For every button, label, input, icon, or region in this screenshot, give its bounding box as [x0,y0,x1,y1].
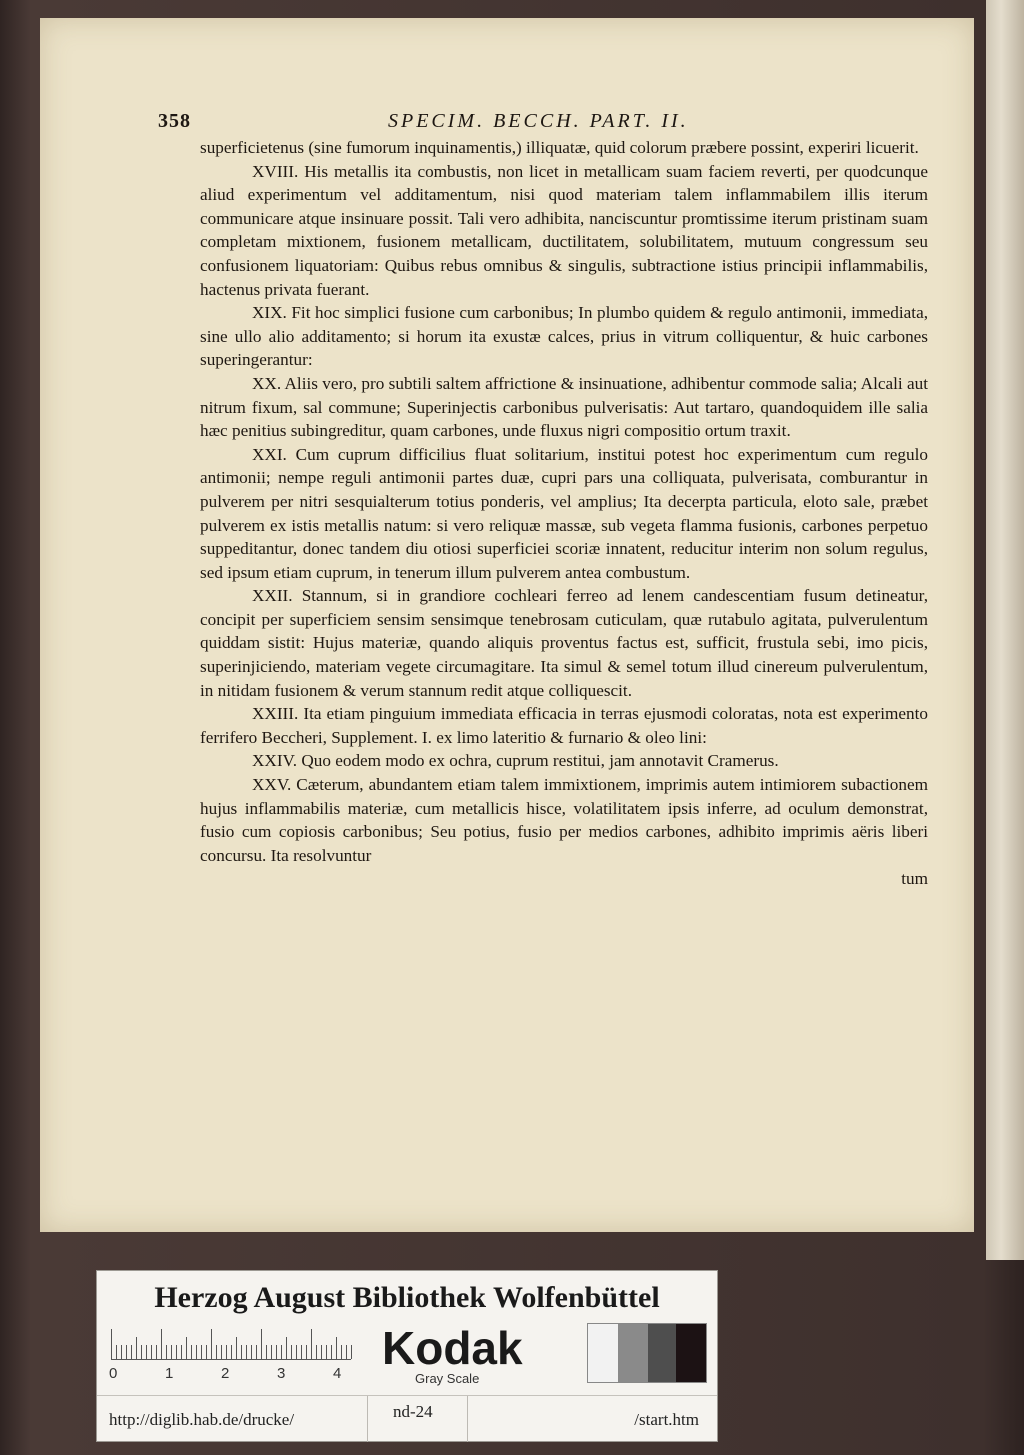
ruler-tick [321,1345,322,1359]
paragraph-xviii: XVIII. His metallis ita combustis, non licet in metallicam suam faciem reverti, per quodcunque aliud experimentum vel additamentum, nisi quod materiam talem inflammabilem illis iterum communicare atque insinuare possit. Tali vero adhibita, nanciscuntur promtissime iterum pristinam suam completam mixtionem, fusionem metallicam, ductilitatem, solubilitatem, mutuum congressum seu confusionem liquatoriam: Quibus rebus omnibus & singulis, subtractione istius principii inflammabilis, hactenus privata fuerant. [200,161,928,299]
library-name: Herzog August Bibliothek Wolfenbüttel [154,1281,660,1314]
ruler-tick [326,1345,327,1359]
ruler-tick [126,1345,127,1359]
ruler-tick [111,1329,112,1359]
ruler-tick [316,1345,317,1359]
shelfmark: nd-24 [393,1402,433,1421]
ruler-tick [311,1329,312,1359]
ruler-tick [331,1345,332,1359]
ruler-tick [246,1345,247,1359]
ruler-tick [136,1337,137,1359]
body-text [200,136,928,891]
source-url-suffix: /start.htm [634,1410,699,1429]
ruler-tick [266,1345,267,1359]
ruler-tick [341,1345,342,1359]
ruler-tick [196,1345,197,1359]
ruler-tick [251,1345,252,1359]
ruler-tick [131,1345,132,1359]
ruler-tick [186,1337,187,1359]
scale-number: 2 [221,1365,230,1382]
paragraph-xxv: XXV. Cæterum, abundantem etiam talem immixtionem, imprimis autem intimiorem subactionem hujus inflammabilis materiæ, cum metallicis hisce, volatilitatem ipsis inferre, ad oculum demonstrat, fusio cum copiosis carbonibus; Seu potius, fusio per medios carbones, adhibito imprimis aëris liberi concursu. Ita resolvuntur [200,775,928,865]
gray-scale-patches [587,1323,707,1383]
ruler-tick [211,1329,212,1359]
scale-number: 1 [165,1365,174,1382]
gray-scale-caption: Gray Scale [415,1371,480,1386]
gray-patch [676,1324,706,1382]
ruler-tick [336,1337,337,1359]
ruler-tick [301,1345,302,1359]
paragraph-xxiii: XXIII. Ita etiam pinguium immediata efficacia in terras ejusmodi coloratas, nota est experimento ferrifero Beccheri, Supplement. I. ex limo lateritio & furnario & oleo lini: [200,704,928,747]
gray-patch [648,1324,676,1382]
ruler-tick [231,1345,232,1359]
ruler-tick [201,1345,202,1359]
ruler-tick [306,1345,307,1359]
library-label-card [96,1270,718,1442]
ruler-tick [151,1345,152,1359]
ruler-tick [261,1329,262,1359]
ruler-tick [176,1345,177,1359]
ruler-tick [291,1345,292,1359]
ruler-tick [276,1345,277,1359]
kodak-logo: Kodak [382,1322,523,1374]
paragraph-xxii: XXII. Stannum, si in grandiore cochleari ferreo ad lenem candescentiam fusum detineatur, concipit per superficiem sensim sensimque tenebrosam cuticulam, quæ rutabulo agitata, pulverulentum quiddam sistit: Hujus materiæ, quando aliquis proventus factus est, sufficit, frustula sebi, imo picis, superinjiciendo, materiam vegete circumagitare. Ita simul & semel totum illud cinereum pulverulentum, in nitidam fusionem & verum stannum redit atque colliquescit. [200,586,928,700]
ruler-tick [121,1345,122,1359]
page-header [158,110,778,138]
divider [467,1396,468,1442]
ruler-tick [141,1345,142,1359]
ruler-tick [271,1345,272,1359]
ruler-tick [166,1345,167,1359]
ruler-tick [116,1345,117,1359]
adjacent-page-edge [986,0,1024,1260]
scale-number: 0 [109,1365,118,1382]
ruler-tick [296,1345,297,1359]
scale-numbers [109,1365,369,1385]
running-head: SPECIM. BECCH. PART. II. [388,110,689,132]
scale-number: 4 [333,1365,342,1382]
ruler-tick [171,1345,172,1359]
gray-patch [618,1324,648,1382]
paragraph-xx: XX. Aliis vero, pro subtili saltem affrictione & insinuatione, adhibentur commode salia; Alcali aut nitrum fixum, sal commune; Superinjectis carbonibus pulverisatis: Aut tartaro, quandoquidem ille salia hæc penitius subingreditur, quam carbones, unde fluxus nigri compositio ortum traxit. [200,373,928,441]
paragraph-xxi: XXI. Cum cuprum difficilius fluat solitarium, institui potest hoc experimentum cum regulo antimonii; nempe reguli antimonii partes duæ, cupri pars una colliquata, pulverisata, comburantur in pulverem per nitri sesquialterum totius ponderis, vel amplius; Ita decerpta particula, eloto sale, præbet pulverem ex istis metallis natum: si vero reliquæ massæ, sub vegeta flamma fusionis, carbones perpetuo suppeditantur, donec tandem diu otiosi superficiei scoriæ innatent, reducitur interim non solum regulus, sed ipsum etiam cuprum, in tenerum illum pulverem antea combustum. [200,444,928,582]
ruler-tick [156,1345,157,1359]
ruler-tick [146,1345,147,1359]
source-url: http://diglib.hab.de/drucke/ [109,1410,295,1429]
ruler-tick [181,1345,182,1359]
ruler-tick [216,1345,217,1359]
ruler-tick [221,1345,222,1359]
divider [367,1396,368,1442]
catchword: tum [901,869,928,889]
page-number: 358 [158,110,191,132]
ruler-tick [236,1337,237,1359]
ruler-tick [161,1329,162,1359]
ruler-tick [351,1345,352,1359]
gray-patch [588,1324,618,1382]
ruler-tick [191,1345,192,1359]
paragraph-xxiv: XXIV. Quo eodem modo ex ochra, cuprum restitui, jam annotavit Cramerus. [252,751,779,771]
ruler-tick [281,1345,282,1359]
ruler-tick [346,1345,347,1359]
ruler-tick [226,1345,227,1359]
paragraph-continuation: superficietenus (sine fumorum inquinamentis,) illiquatæ, quid colorum præbere possint, experiri licuerit. [200,138,919,157]
label-footer [97,1395,717,1442]
ruler-tick [286,1337,287,1359]
ruler-tick [256,1345,257,1359]
ruler-tick [241,1345,242,1359]
scale-number: 3 [277,1365,286,1382]
ruler-tick [206,1345,207,1359]
ruler-scale [111,1325,351,1360]
paragraph-xix: XIX. Fit hoc simplici fusione cum carbonibus; In plumbo quidem & regulo antimonii, immediata, sine ullo alio additamento; si horum ita exustæ calces, prius in vitrum colliquentur, & huic carbones superingerantur: [200,303,928,370]
